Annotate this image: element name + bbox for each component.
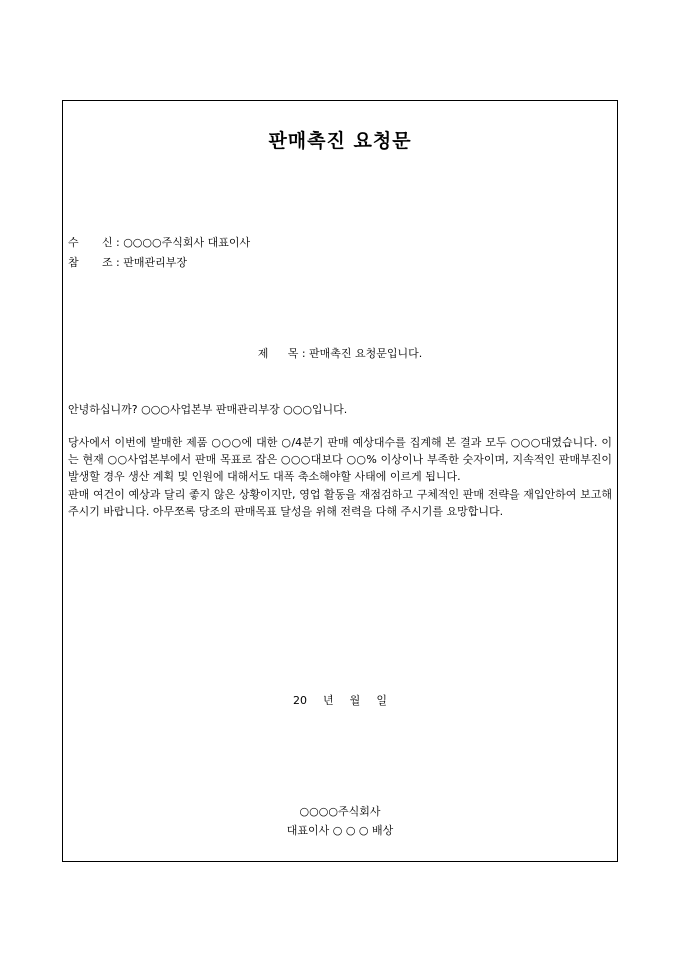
body-paragraph: 판매 여건이 예상과 달리 좋지 않은 상황이지만, 영업 활동을 재점검하고 구체적인 판매 전략을 재입안하여 보고해 주시기 바랍니다. 아무쪼록 당조의 판매목표 달성을 위해 전력을 다해 주시기를 요망합니다. — [68, 487, 612, 518]
reference-key-a: 참 — [68, 256, 79, 269]
subject-line — [0, 345, 680, 361]
reference-key — [68, 256, 116, 270]
document-title: 판매촉진 요청문 — [268, 130, 412, 152]
body-paragraph: 당사에서 이번에 발매한 제품 ○○○에 대한 ○/4분기 판매 예상대수를 집계해 본 결과 모두 ○○○대였습니다. 이는 현재 ○○사업본부에서 판매 목표로 잡은 ○○○대보다 ○○% 이상이나 부족한 숫자이며, 지속적인 판매부진이 발생할 경우 생산 계획 및 인원에 대해서도 대폭 축소해야할 사태에 이르게 됩니다. — [68, 436, 612, 484]
recipient-key-a: 수 — [68, 236, 79, 249]
subject-key-b: 목 — [287, 347, 299, 360]
reference-key-b: 조 — [102, 256, 113, 269]
body-text — [68, 434, 612, 520]
recipient-key — [68, 236, 116, 250]
reference-value: : 판매관리부장 — [116, 256, 187, 269]
signer: 대표이사 ○ ○ ○ 배상 — [286, 824, 394, 837]
date-month-unit: 월 — [349, 694, 361, 707]
reference-line — [68, 256, 187, 270]
recipient-value: : ○○○○주식회사 대표이사 — [116, 236, 251, 249]
greeting: 안녕하십니까? ○○○사업본부 판매관리부장 ○○○입니다. — [68, 403, 348, 416]
company-name: ○○○○주식회사 — [299, 805, 381, 818]
subject-key-a: 제 — [257, 347, 269, 360]
date-line — [0, 692, 680, 708]
subject-value: : 판매촉진 요청문입니다. — [301, 347, 423, 360]
date-year: 20 — [293, 694, 308, 707]
recipient-line — [68, 236, 250, 250]
date-day-unit: 일 — [376, 694, 387, 707]
recipient-key-b: 신 — [102, 236, 113, 249]
date-year-unit: 년 — [323, 694, 334, 707]
